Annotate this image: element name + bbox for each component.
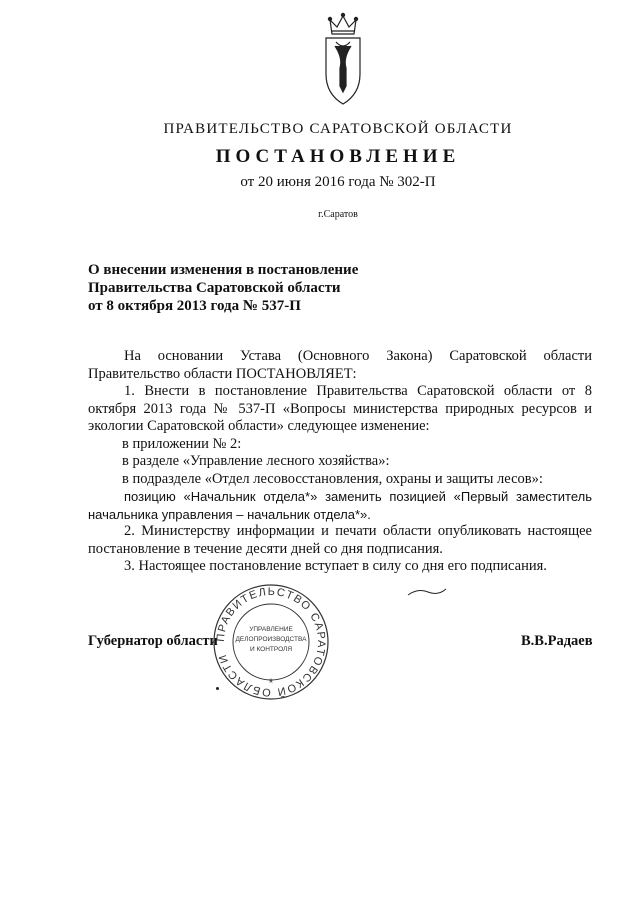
stamp-text: И КОНТРОЛЯ (249, 646, 293, 653)
city-name: г.Саратов (318, 209, 358, 220)
body-paragraph: в подразделе «Отдел лесовосстановления, охраны и защиты лесов»: (122, 470, 543, 487)
body-paragraph: в приложении № 2: (122, 435, 242, 452)
title-line: О внесении изменения в постановление (88, 262, 359, 278)
body-paragraph: 2. Министерству информации и печати области опубликовать настоящее постановление в течение десяти дней со дня подписания. (88, 523, 592, 557)
government-name: ПРАВИТЕЛЬСТВО САРАТОВСКОЙ ОБЛАСТИ (163, 121, 513, 137)
stamp-ring-text: ПРАВИТЕЛЬСТВО САРАТОВСКОЙ ОБЛАСТИ (214, 585, 328, 699)
stamp-star: * (268, 676, 274, 690)
document-body (88, 348, 592, 576)
title-line: от 8 октября 2013 года № 537-П (88, 298, 301, 314)
signature-mark (406, 586, 448, 598)
stamp-text: ДЕЛОПРОИЗВОДСТВА (235, 636, 307, 643)
decree-date-number: от 20 июня 2016 года № 302-П (240, 174, 436, 190)
ink-dot (216, 687, 219, 690)
coat-of-arms-emblem (318, 8, 368, 108)
signatory-position: Губернатор области (88, 633, 218, 649)
signatory-name: В.В.Радаев (521, 633, 593, 649)
stamp-text: УПРАВЛЕНИЕ (249, 626, 293, 633)
document-type: ПОСТАНОВЛЕНИЕ (215, 146, 461, 167)
body-paragraph: 1. Внести в постановление Правительства Саратовской области от 8 октября 2013 года № 537-П «Вопросы министерства природных ресурсов и экологии Саратовской области» следующее изменение: (88, 383, 592, 434)
body-paragraph: На основании Устава (Основного Закона) Саратовской области Правительство области ПОСТАНОВЛЯЕТ: (88, 348, 592, 382)
body-paragraph: позицию «Начальник отдела*» заменить позицией «Первый заместитель начальника управления – начальник отдела*». (88, 489, 592, 522)
body-paragraph: в разделе «Управление лесного хозяйства»: (122, 453, 390, 469)
official-stamp (212, 583, 330, 701)
body-paragraph: 3. Настоящее постановление вступает в силу со дня его подписания. (124, 558, 547, 574)
title-line: Правительства Саратовской области (88, 280, 341, 296)
document-title (88, 261, 508, 315)
